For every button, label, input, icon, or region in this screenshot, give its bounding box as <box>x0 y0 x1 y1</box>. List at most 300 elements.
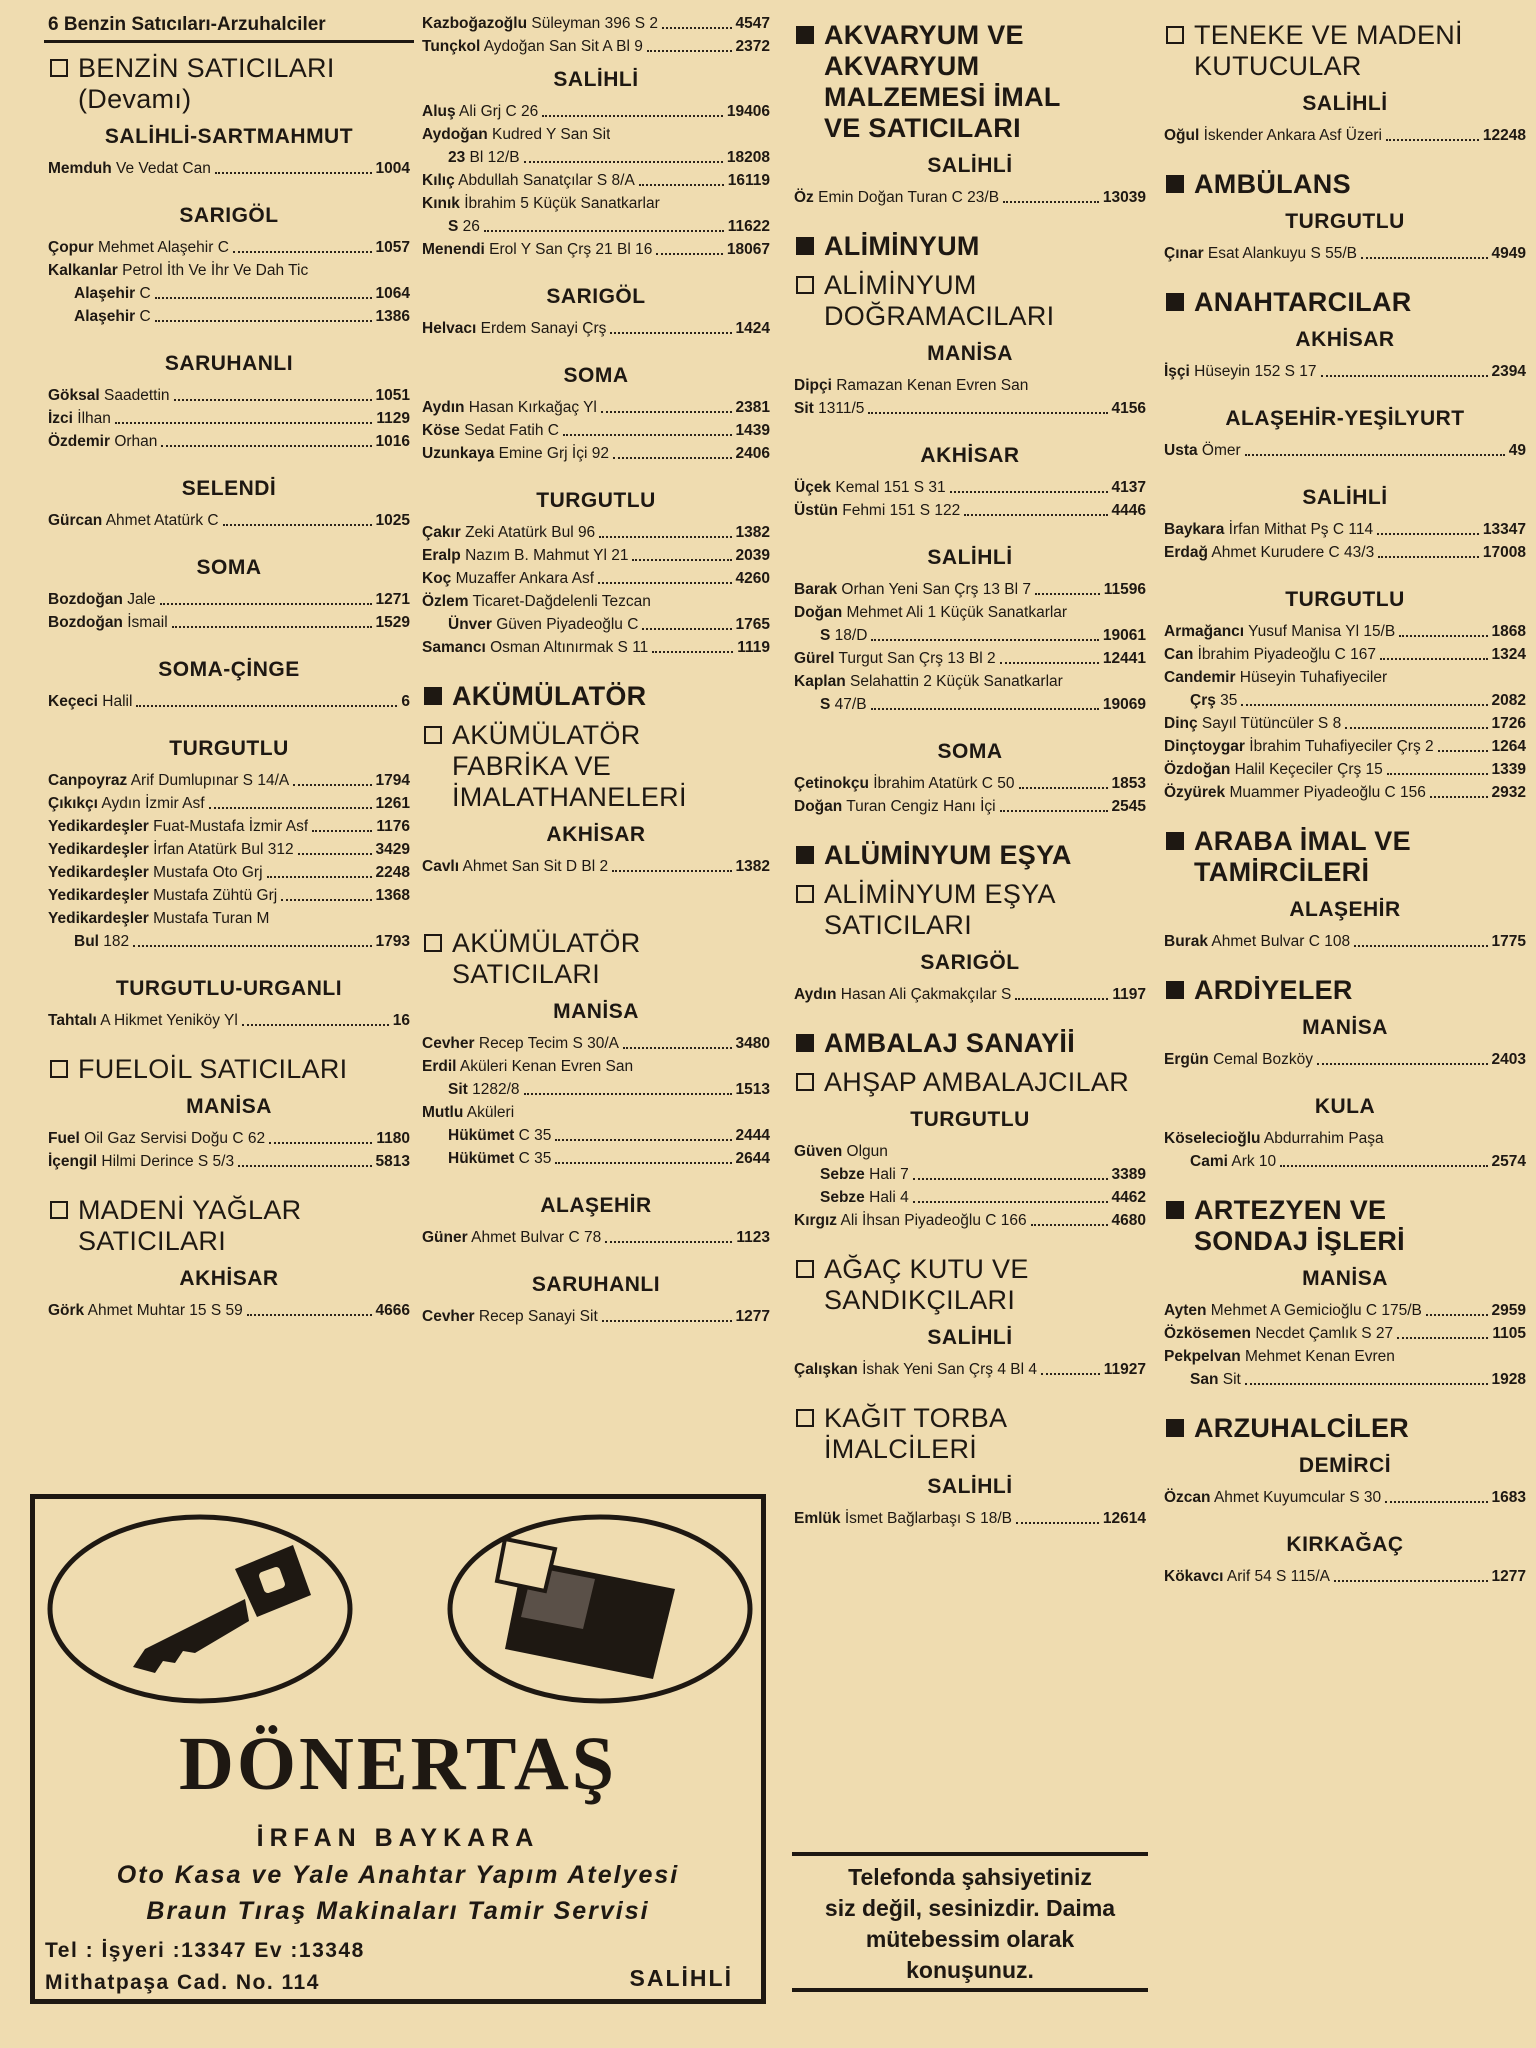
listing-phone: 2932 <box>1491 784 1526 801</box>
location-heading: SARIGÖL <box>920 951 1020 974</box>
leader-dots <box>312 830 372 832</box>
spacer <box>1160 462 1530 476</box>
leader-dots <box>563 434 732 436</box>
listing-entry <box>790 397 1150 420</box>
spacer <box>44 634 414 648</box>
leader-dots <box>662 27 731 29</box>
listing-phone: 1277 <box>735 1308 770 1325</box>
leader-dots <box>247 1314 372 1316</box>
location-heading: SALİHLİ <box>1302 486 1388 509</box>
listing-entry <box>1160 1127 1530 1150</box>
listing-entry <box>1160 1150 1530 1173</box>
spacer <box>418 1170 774 1184</box>
leader-dots <box>605 1241 732 1243</box>
leader-dots <box>1245 454 1505 456</box>
leader-dots <box>1426 1314 1488 1316</box>
listing-name: Koç Muzaffer Ankara Asf <box>422 570 595 587</box>
running-header: 6 Benzin Satıcıları-Arzuhalciler <box>44 12 414 43</box>
listing-name: Kaplan Selahattin 2 Küçük Sanatkarlar <box>794 673 1063 690</box>
listing-phone: 1277 <box>1491 1568 1526 1585</box>
location-heading: MANİSA <box>553 1000 639 1023</box>
leader-dots <box>623 1047 732 1049</box>
location-heading: AKHİSAR <box>546 823 646 846</box>
spacer <box>1160 265 1530 279</box>
heading-text: AHŞAP AMBALAJCILAR <box>824 1067 1130 1097</box>
listing-phone: 49 <box>1508 442 1526 459</box>
ad-city: SALİHLİ <box>629 1965 733 1991</box>
spacer <box>790 1006 1150 1020</box>
listing-phone: 2381 <box>735 399 770 416</box>
listing-entry <box>44 792 414 815</box>
heading-text: ARZUHALCİLER <box>1194 1413 1410 1443</box>
location-heading: TURGUTLU <box>910 1108 1030 1131</box>
leader-dots <box>1380 658 1488 660</box>
leader-dots <box>1399 635 1487 637</box>
listing-phone: 1123 <box>736 1229 770 1246</box>
listing-phone: 1016 <box>375 433 410 450</box>
listing-phone: 1726 <box>1491 715 1526 732</box>
filled-square-icon <box>1166 1201 1184 1219</box>
listing-entry <box>790 1140 1150 1163</box>
listing-phone: 12248 <box>1482 127 1526 144</box>
location-heading: TURGUTLU <box>536 489 656 512</box>
listing-phone: 1197 <box>1112 986 1146 1003</box>
listing-phone: 11596 <box>1103 581 1146 598</box>
column-1-body <box>44 53 414 1336</box>
listing-phone: 6 <box>401 693 410 710</box>
listing-name: Bozdoğan Jale <box>48 591 156 608</box>
heading-text: ANAHTARCILAR <box>1194 287 1412 317</box>
listing-entry <box>790 1186 1150 1209</box>
listing-name: Tahtalı A Hikmet Yeniköy Yl <box>48 1012 238 1029</box>
donertas-advertisement <box>30 1494 766 2004</box>
listing-name: Güner Ahmet Bulvar C 78 <box>422 1229 602 1246</box>
listing-entry <box>1160 360 1530 383</box>
listing-entry <box>1160 758 1530 781</box>
listing-phone: 4156 <box>1111 400 1146 417</box>
subcategory-heading <box>790 270 1150 332</box>
listing-entry <box>1160 643 1530 666</box>
listing-phone: 1853 <box>1111 775 1146 792</box>
listing-entry <box>1160 1565 1530 1588</box>
leader-dots <box>610 332 731 334</box>
listing-entry <box>44 838 414 861</box>
location-heading: AKHİSAR <box>1295 328 1395 351</box>
location-heading: SALİHLİ <box>927 1475 1013 1498</box>
spacer <box>418 261 774 275</box>
leader-dots <box>542 115 723 117</box>
leader-dots <box>1003 201 1099 203</box>
leader-dots <box>555 1162 731 1164</box>
listing-phone: 1176 <box>376 818 410 835</box>
location-heading: SALİHLİ <box>1302 92 1388 115</box>
listing-phone: 2574 <box>1491 1153 1526 1170</box>
leader-dots <box>174 399 372 401</box>
listing-entry <box>44 611 414 634</box>
heading-text: ARDİYELER <box>1194 975 1353 1005</box>
listing-entry <box>44 1150 414 1173</box>
leader-dots <box>656 253 723 255</box>
spacer <box>790 522 1150 536</box>
listing-name: Doğan Mehmet Ali 1 Küçük Sanatkarlar <box>794 604 1068 621</box>
location-heading: SALİHLİ <box>927 546 1013 569</box>
listing-name: Çopur Mehmet Alaşehir C <box>48 239 229 256</box>
listing-entry <box>418 192 774 215</box>
spacer <box>1160 1071 1530 1085</box>
leader-dots <box>1019 787 1108 789</box>
listing-entry <box>418 1305 774 1328</box>
listing-entry <box>790 693 1150 716</box>
subcategory-heading <box>44 1054 414 1085</box>
listing-name: Göksal Saadettin <box>48 387 170 404</box>
listing-name: Dinç Sayıl Tütüncüler S 8 <box>1164 715 1342 732</box>
listing-name: Üstün Fehmi 151 S 122 <box>794 502 961 519</box>
listing-phone: 3429 <box>375 841 410 858</box>
leader-dots <box>1386 139 1479 141</box>
listing-name: İçengil Hilmi Derince S 5/3 <box>48 1153 235 1170</box>
heading-text: ALİMİNYUM DOĞRAMACILARI <box>824 270 1055 331</box>
leader-dots <box>209 807 372 809</box>
leader-dots <box>1430 796 1488 798</box>
listing-name: Menendi Erol Y San Çrş 21 Bl 16 <box>422 241 653 258</box>
leader-dots <box>133 945 371 947</box>
heading-text: MADENİ YAĞLAR SATICILARI <box>78 1195 302 1256</box>
listing-name: Baykara İrfan Mithat Pş C 114 <box>1164 521 1374 538</box>
leader-dots <box>1387 773 1488 775</box>
listing-name: İzci İlhan <box>48 410 111 427</box>
spacer <box>44 1322 414 1336</box>
listing-name: Tunçkol Aydoğan San Sit A Bl 9 <box>422 38 643 55</box>
listing-entry <box>418 544 774 567</box>
listing-entry <box>1160 1368 1530 1391</box>
subcategory-heading <box>44 1195 414 1257</box>
leader-dots <box>1438 750 1488 752</box>
spacer <box>1160 564 1530 578</box>
leader-dots <box>281 899 371 901</box>
listing-entry <box>418 855 774 878</box>
empty-square-icon <box>50 59 68 77</box>
listing-name: Alaşehir C <box>74 285 151 302</box>
listing-phone: 1264 <box>1491 738 1526 755</box>
listing-entry <box>44 907 414 930</box>
location-heading: AKHİSAR <box>179 1267 279 1290</box>
listing-phone: 1105 <box>1492 1325 1526 1342</box>
leader-dots <box>601 411 732 413</box>
listing-phone: 1057 <box>375 239 410 256</box>
listing-entry <box>418 1226 774 1249</box>
subcategory-heading <box>790 1254 1150 1316</box>
listing-name: Özcan Ahmet Kuyumcular S 30 <box>1164 1489 1382 1506</box>
location-heading: SARUHANLI <box>164 352 294 375</box>
listing-entry <box>418 1147 774 1170</box>
listing-entry <box>418 521 774 544</box>
listing-entry <box>790 1163 1150 1186</box>
listing-entry <box>1160 1299 1530 1322</box>
spacer <box>1160 1173 1530 1187</box>
leader-dots <box>1345 727 1487 729</box>
listing-entry <box>790 499 1150 522</box>
spacer <box>1160 804 1530 818</box>
listing-name: Dipçi Ramazan Kenan Evren San <box>794 377 1029 394</box>
listing-entry <box>1160 1048 1530 1071</box>
spacer <box>418 1249 774 1263</box>
heading-text: ALİMİNYUM <box>824 231 980 261</box>
listing-phone: 12441 <box>1102 650 1146 667</box>
listing-entry <box>44 305 414 328</box>
empty-square-icon <box>796 885 814 903</box>
column-3-body <box>790 20 1150 1544</box>
listing-name: Çıkıkçı Aydın İzmir Asf <box>48 795 205 812</box>
spacer <box>1160 383 1530 397</box>
listing-phone: 2403 <box>1491 1051 1526 1068</box>
leader-dots <box>639 184 724 186</box>
listing-name: Cevher Recep Tecim S 30/A <box>422 1035 620 1052</box>
heading-text: ALÜMİNYUM EŞYA <box>824 840 1072 870</box>
leader-dots <box>298 853 372 855</box>
listing-phone: 1683 <box>1491 1489 1526 1506</box>
listing-entry <box>790 578 1150 601</box>
listing-name: Çakır Zeki Atatürk Bul 96 <box>422 524 596 541</box>
listing-name: İşçi Hüseyin 152 S 17 <box>1164 363 1317 380</box>
listing-name: Sebze Hali 4 <box>820 1189 909 1206</box>
leader-dots <box>524 1093 732 1095</box>
listing-entry <box>44 282 414 305</box>
listing-name: Özdemir Orhan <box>48 433 158 450</box>
listing-entry <box>44 384 414 407</box>
listing-name: Samancı Osman Altınırmak S 11 <box>422 639 649 656</box>
subcategory-heading <box>1160 20 1530 82</box>
leader-dots <box>602 1320 732 1322</box>
location-heading: ALAŞEHİR <box>540 1194 652 1217</box>
listing-entry <box>44 588 414 611</box>
empty-square-icon <box>796 276 814 294</box>
listing-entry <box>418 1124 774 1147</box>
shaver-icon <box>497 1539 675 1679</box>
listing-phone: 1129 <box>376 410 410 427</box>
listing-name: Ünver Güven Piyadeoğlu C <box>448 616 639 633</box>
spacer <box>1160 953 1530 967</box>
listing-entry <box>1160 242 1530 265</box>
listing-entry <box>418 238 774 261</box>
column-2-continued-entries <box>418 12 774 58</box>
location-heading: SALİHLİ <box>927 154 1013 177</box>
location-heading: TURGUTLU <box>1285 210 1405 233</box>
spacer <box>418 465 774 479</box>
heading-text: ARABA İMAL VE TAMİRCİLERİ <box>1194 826 1411 887</box>
listing-entry <box>418 419 774 442</box>
leader-dots <box>1000 810 1108 812</box>
listing-entry <box>790 670 1150 693</box>
listing-entry <box>790 772 1150 795</box>
listing-name: Öz Emin Doğan Turan C 23/B <box>794 189 1000 206</box>
listing-name: S 18/D <box>820 627 868 644</box>
listing-name: Hükümet C 35 <box>448 1127 552 1144</box>
listing-entry <box>418 1055 774 1078</box>
spacer <box>44 713 414 727</box>
listing-entry <box>790 1507 1150 1530</box>
heading-text: FUELOİL SATICILARI <box>78 1054 348 1084</box>
listing-name: Aydın Hasan Kırkağaç Yl <box>422 399 597 416</box>
filled-square-icon <box>1166 832 1184 850</box>
column-1 <box>44 12 414 1336</box>
empty-square-icon <box>424 934 442 952</box>
listing-phone: 1368 <box>375 887 410 904</box>
spacer <box>1160 1588 1530 1602</box>
location-heading: MANİSA <box>927 342 1013 365</box>
listing-name: Fuel Oil Gaz Servisi Doğu C 62 <box>48 1130 266 1147</box>
listing-phone: 3389 <box>1111 1166 1146 1183</box>
akumulator-satici-section <box>418 928 774 1342</box>
listing-entry <box>418 35 774 58</box>
leader-dots <box>868 412 1107 414</box>
listing-entry <box>1160 620 1530 643</box>
listing-name: Oğul İskender Ankara Asf Üzeri <box>1164 127 1382 144</box>
location-heading: SARIGÖL <box>546 285 646 308</box>
heading-text: AĞAÇ KUTU VE SANDIKÇILARI <box>824 1254 1029 1315</box>
listing-name: Özlem Ticaret-Dağdelenli Tezcan <box>422 593 651 610</box>
leader-dots <box>612 870 731 872</box>
listing-name: Kalkanlar Petrol İth Ve İhr Ve Dah Tic <box>48 262 309 279</box>
listing-phone: 3480 <box>735 1035 770 1052</box>
leader-dots <box>136 705 397 707</box>
subcategory-heading <box>418 928 774 990</box>
leader-dots <box>913 1201 1108 1203</box>
listing-phone: 1382 <box>735 858 770 875</box>
ad-tagline-1: Oto Kasa ve Yale Anahtar Yapım Atelyesi <box>116 1861 680 1889</box>
spacer <box>418 878 774 892</box>
listing-name: Ayten Mehmet A Gemicioğlu C 175/B <box>1164 1302 1422 1319</box>
listing-name: Pekpelvan Mehmet Kenan Evren <box>1164 1348 1395 1365</box>
listing-entry <box>790 601 1150 624</box>
listing-entry <box>44 884 414 907</box>
heading-text: KAĞIT TORBA İMALCİLERİ <box>824 1403 1008 1464</box>
listing-phone: 1793 <box>375 933 410 950</box>
listing-name: Memduh Ve Vedat Can <box>48 160 211 177</box>
leader-dots <box>964 514 1107 516</box>
listing-name: Köse Sedat Fatih C <box>422 422 559 439</box>
listing-phone: 1765 <box>735 616 770 633</box>
listing-name: Alaşehir C <box>74 308 151 325</box>
leader-dots <box>155 297 372 299</box>
listing-name: Cevher Recep Sanayi Sit <box>422 1308 598 1325</box>
empty-square-icon <box>50 1201 68 1219</box>
leader-dots <box>1377 533 1479 535</box>
listing-phone: 2545 <box>1111 798 1146 815</box>
listing-phone: 2372 <box>735 38 770 55</box>
listing-name: Bul 182 <box>74 933 130 950</box>
listing-phone: 16119 <box>727 172 770 189</box>
listing-entry <box>44 815 414 838</box>
listing-entry <box>1160 735 1530 758</box>
leader-dots <box>484 230 724 232</box>
heading-text: AMBALAJ SANAYİİ <box>824 1028 1076 1058</box>
filled-square-icon <box>796 846 814 864</box>
listing-name: Usta Ömer <box>1164 442 1241 459</box>
listing-phone: 11927 <box>1103 1361 1146 1378</box>
listing-name: Yedikardeşler Mustafa Zühtü Grj <box>48 887 278 904</box>
ad-illustration <box>35 1499 761 1719</box>
category-heading <box>1160 1413 1530 1444</box>
listing-phone: 1261 <box>375 795 410 812</box>
listing-entry <box>1160 1486 1530 1509</box>
akumulator-section <box>418 681 774 712</box>
listing-phone: 19406 <box>726 103 770 120</box>
filled-square-icon <box>1166 1419 1184 1437</box>
leader-dots <box>1354 945 1487 947</box>
empty-square-icon <box>1166 26 1184 44</box>
location-heading: TURGUTLU-URGANLI <box>115 977 343 1000</box>
subcategory-heading <box>418 720 774 813</box>
leader-dots <box>238 1165 371 1167</box>
listing-phone: 1064 <box>375 285 410 302</box>
filled-square-icon <box>796 1034 814 1052</box>
listing-name: Üçek Kemal 151 S 31 <box>794 479 946 496</box>
listing-name: Aydoğan Kudred Y San Sit <box>422 126 611 143</box>
location-heading: DEMİRCİ <box>1298 1454 1392 1477</box>
location-heading: SOMA <box>563 364 629 387</box>
listing-name: Çetinokçu İbrahim Atatürk C 50 <box>794 775 1015 792</box>
ad-owner: İRFAN BAYKARA <box>256 1824 540 1852</box>
leader-dots <box>1016 1522 1099 1524</box>
listing-entry <box>418 636 774 659</box>
listing-entry <box>1160 439 1530 462</box>
listing-name: Bozdoğan İsmail <box>48 614 168 631</box>
spacer <box>44 1173 414 1187</box>
spacer <box>790 818 1150 832</box>
spacer <box>44 953 414 967</box>
leader-dots <box>242 1024 389 1026</box>
ad-address: Mithatpaşa Cad. No. 114 <box>45 1971 320 1994</box>
location-heading: SOMA-ÇİNGE <box>158 658 300 681</box>
leader-dots <box>1280 1165 1487 1167</box>
listing-phone: 4547 <box>735 15 770 32</box>
location-heading: SARIGÖL <box>179 204 279 227</box>
listing-phone: 1051 <box>375 387 410 404</box>
listing-phone: 1513 <box>735 1081 770 1098</box>
listing-phone: 1382 <box>735 524 770 541</box>
location-heading: SALİHLİ <box>553 68 639 91</box>
heading-text: AMBÜLANS <box>1194 169 1351 199</box>
listing-name: San Sit <box>1190 1371 1241 1388</box>
listing-entry <box>1160 666 1530 689</box>
column-3 <box>790 12 1150 1544</box>
listing-name: Ergün Cemal Bozköy <box>1164 1051 1314 1068</box>
listing-phone: 1794 <box>375 772 410 789</box>
listing-phone: 1004 <box>375 160 410 177</box>
listing-name: Cami Ark 10 <box>1190 1153 1277 1170</box>
leader-dots <box>233 251 372 253</box>
leader-dots <box>1031 1224 1108 1226</box>
spacer <box>44 180 414 194</box>
listing-name: Cavlı Ahmet San Sit D Bl 2 <box>422 858 609 875</box>
listing-entry <box>790 1209 1150 1232</box>
listing-name: Hükümet C 35 <box>448 1150 552 1167</box>
leader-dots <box>613 457 732 459</box>
leader-dots <box>1015 998 1108 1000</box>
subcategory-heading <box>790 1067 1150 1098</box>
listing-name: Helvacı Erdem Sanayi Çrş <box>422 320 607 337</box>
spacer <box>418 340 774 354</box>
listing-phone: 4446 <box>1111 502 1146 519</box>
listing-phone: 13039 <box>1102 189 1146 206</box>
listing-entry <box>418 1078 774 1101</box>
listing-phone: 2394 <box>1491 363 1526 380</box>
listing-entry <box>1160 689 1530 712</box>
listing-entry <box>1160 124 1530 147</box>
leader-dots <box>267 876 372 878</box>
listing-entry <box>1160 930 1530 953</box>
listing-phone: 1180 <box>376 1130 410 1147</box>
